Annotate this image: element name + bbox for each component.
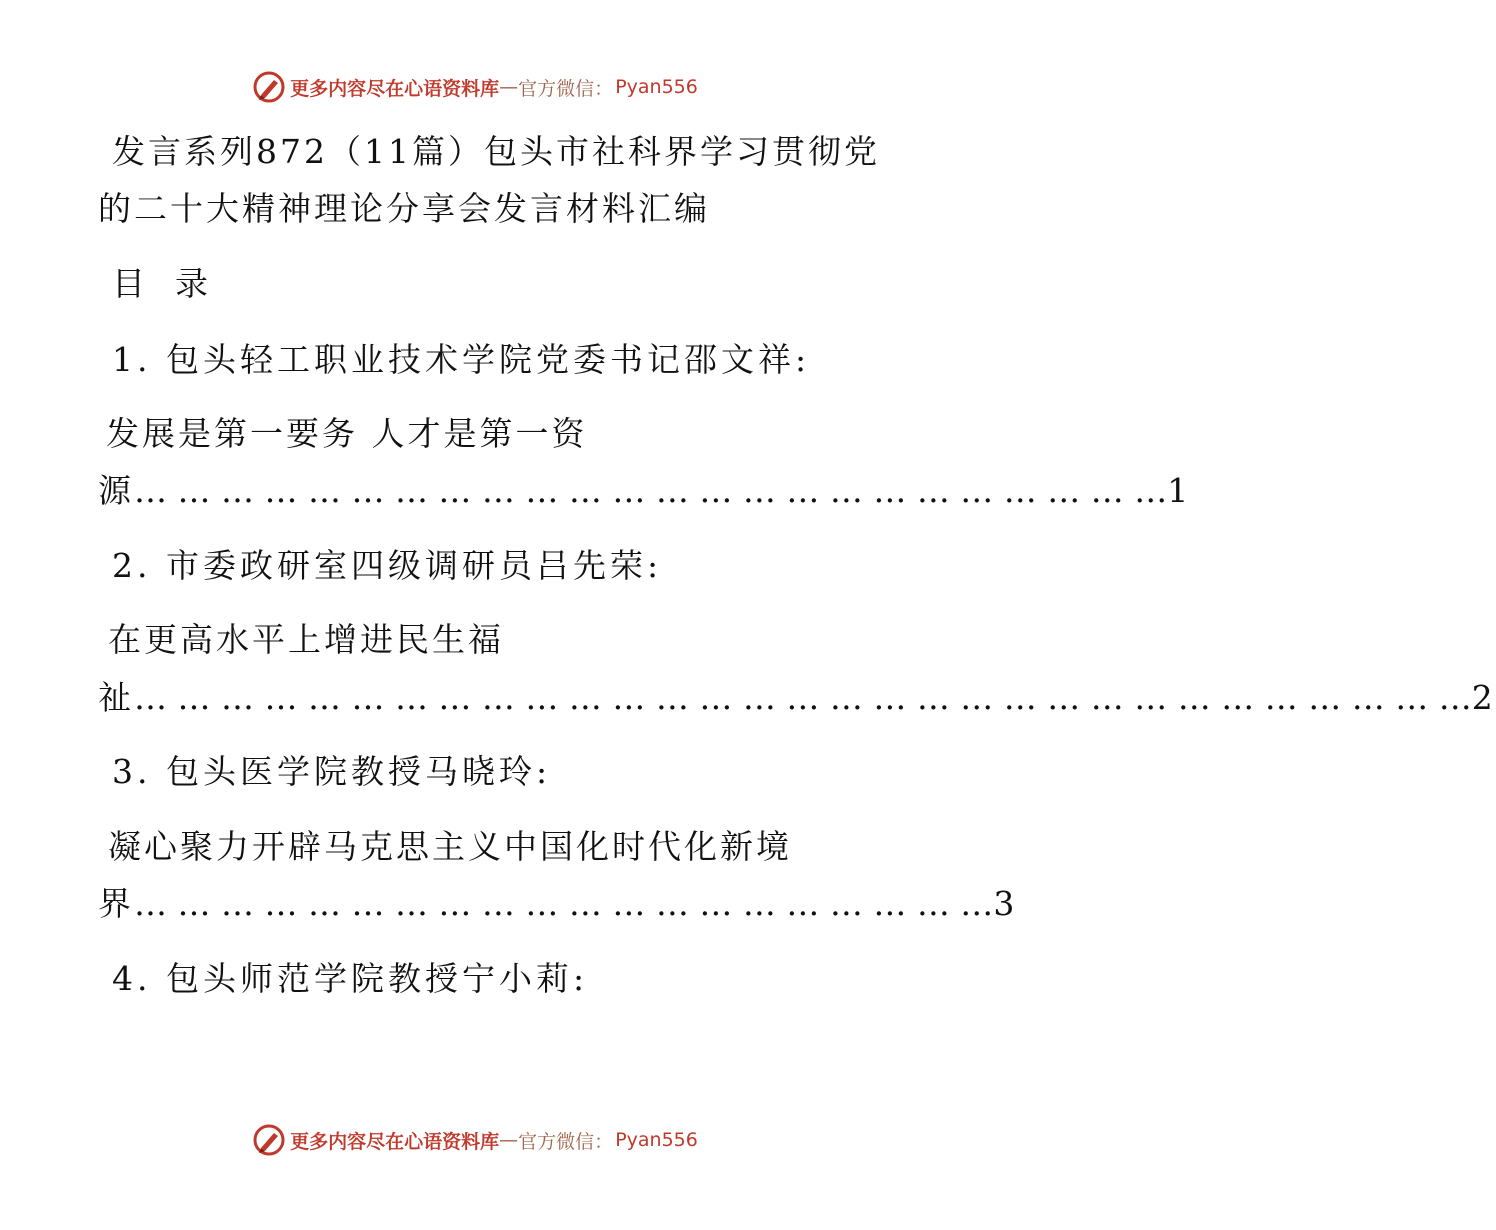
toc-entry-3-dots: … … … … … … … … … … … … … … … … … … … … — [134, 884, 994, 923]
toc-entry-2[interactable] — [98, 672, 1496, 719]
banner-wechat-id: Pyan556 — [615, 1129, 698, 1151]
banner-separator: — — [499, 1129, 519, 1151]
toc-entry-3[interactable] — [98, 878, 1017, 925]
toc-entry-1[interactable] — [98, 465, 1191, 512]
banner-wechat-label: 官方微信： — [518, 77, 614, 100]
toc-item-3-title: 凝心聚力开辟马克思主义中国化时代化新境 — [108, 827, 792, 866]
document-title-line-2: 的二十大精神理论分享会发言材料汇编 — [98, 189, 710, 228]
toc-entry-1-dots: … … … … … … … … … … … … … … … … … … … … … … … … — [134, 471, 1168, 510]
toc-entry-2-dots: … … … … … … … … … … … … … … … … … … … … … … … … … … … … … … … — [134, 678, 1472, 717]
toc-entry-3-char: 界 — [98, 884, 134, 923]
toc-entry-1-char: 源 — [98, 471, 134, 510]
toc-entry-3-page: 3 — [993, 884, 1018, 923]
toc-item-3-label: 3. 包头医学院教授马晓玲: — [112, 752, 552, 791]
pen-logo-icon — [252, 1123, 286, 1157]
toc-item-2-title: 在更高水平上增进民生福 — [108, 620, 504, 659]
document-title-line-1: 发言系列872（11篇）包头市社科界学习贯彻党 — [112, 132, 880, 171]
toc-entry-1-page: 1 — [1167, 471, 1192, 510]
toc-heading: 目 录 — [112, 264, 211, 303]
toc-item-1-title: 发展是第一要务 人才是第一资 — [106, 414, 588, 453]
banner-wechat-id: Pyan556 — [615, 76, 698, 98]
toc-item-4-label: 4. 包头师范学院教授宁小莉: — [112, 959, 589, 998]
toc-entry-2-page: 2 — [1471, 678, 1496, 717]
top-banner — [0, 70, 950, 104]
banner-separator: — — [499, 76, 519, 98]
pen-logo-icon — [252, 70, 286, 104]
banner-wechat-label: 官方微信： — [518, 1130, 614, 1153]
banner-brand-text: 更多内容尽在心语资料库 — [290, 77, 500, 100]
toc-item-1-label: 1. 包头轻工职业技术学院党委书记邵文祥: — [112, 340, 811, 379]
banner-brand-text: 更多内容尽在心语资料库 — [290, 1130, 500, 1153]
bottom-banner — [0, 1123, 950, 1157]
toc-entry-2-char: 祉 — [98, 678, 134, 717]
toc-item-2-label: 2. 市委政研室四级调研员吕先荣: — [112, 546, 663, 585]
